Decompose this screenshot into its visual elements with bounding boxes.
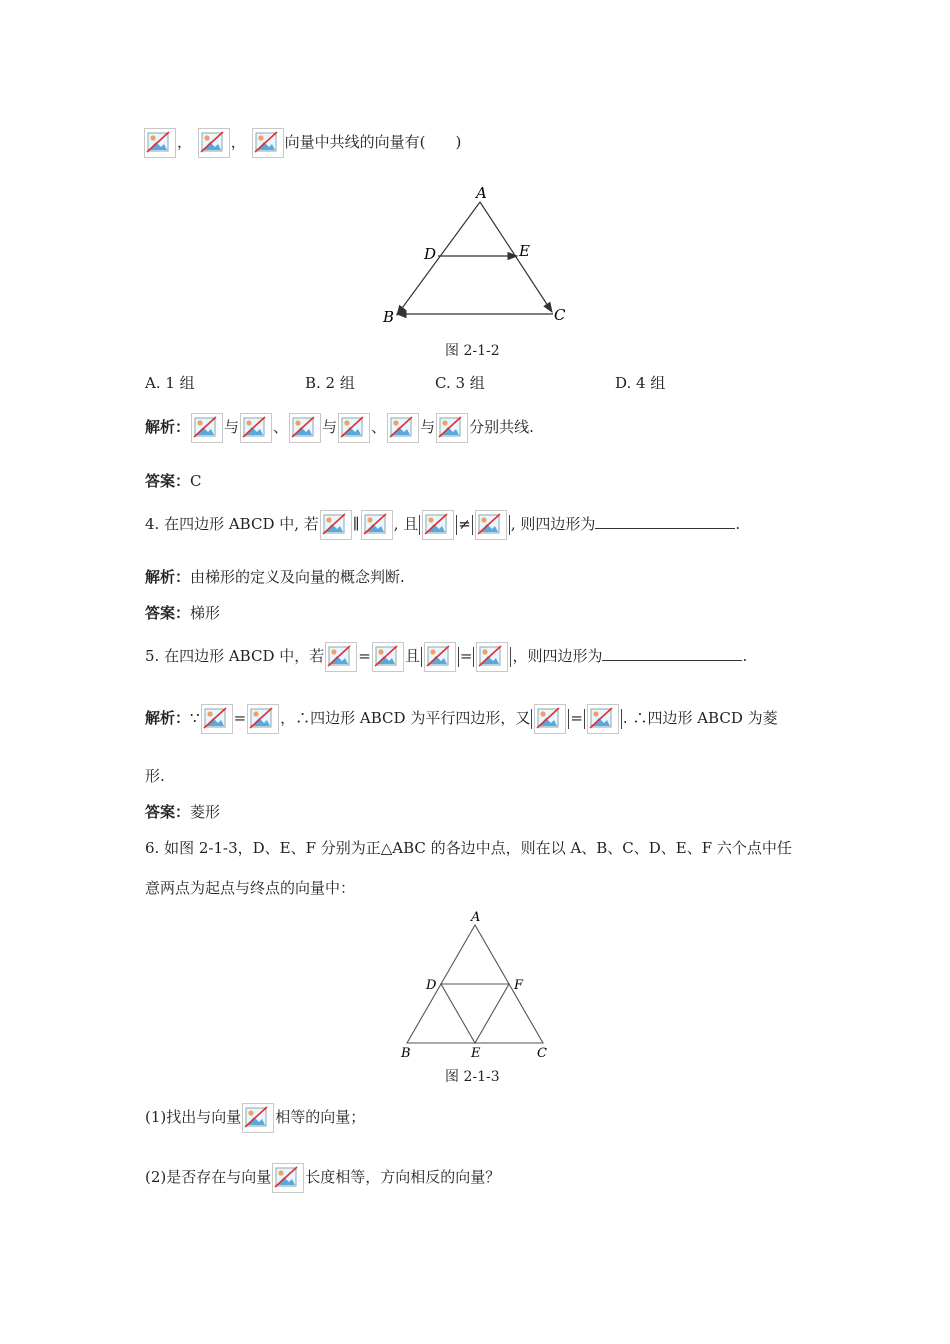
q3-stem-line xyxy=(143,128,461,158)
q5-analysis-cont: 形. xyxy=(145,767,165,785)
vector-image-icon xyxy=(191,413,223,443)
vector-image-icon xyxy=(247,704,279,734)
triangle-def xyxy=(441,984,509,1043)
figure-caption: 图 2-1-2 xyxy=(445,343,500,359)
point-label-b: B xyxy=(383,308,395,326)
q3-sep: ， xyxy=(230,133,246,151)
q3-stem-text: 向量中共线的向量有( ) xyxy=(284,133,462,151)
point-label-b: B xyxy=(401,1046,411,1061)
option-c: C. 3 组 xyxy=(435,374,485,392)
q5-end: . xyxy=(742,647,748,665)
q5-answer xyxy=(145,802,220,822)
q3-answer xyxy=(145,471,202,491)
vector-image-icon xyxy=(242,1103,274,1133)
abs-bar xyxy=(584,709,585,729)
eq-symbol: = xyxy=(459,647,473,665)
vector-ab xyxy=(397,202,480,315)
q4-and: , 且 xyxy=(393,515,419,533)
abs-bar xyxy=(531,709,532,729)
q6-part2 xyxy=(145,1163,500,1193)
analysis-label: 解析： xyxy=(145,568,191,586)
option-d: D. 4 组 xyxy=(615,374,666,392)
q3-analysis xyxy=(145,413,534,443)
eq-symbol: = xyxy=(233,709,247,727)
part2-prefix: (2)是否存在与向量 xyxy=(145,1168,272,1186)
vector-image-icon xyxy=(325,642,357,672)
vector-image-icon xyxy=(338,413,370,443)
point-label-e: E xyxy=(519,242,530,260)
vector-image-icon xyxy=(361,510,393,540)
analysis-label: 解析： xyxy=(145,709,191,727)
vector-image-icon xyxy=(436,413,468,443)
q5-prefix: 5. 在四边形 ABCD 中，若 xyxy=(145,647,325,665)
vector-image-icon xyxy=(424,642,456,672)
q4-end: . xyxy=(735,515,741,533)
figure-caption: 图 2-1-3 xyxy=(445,1069,500,1085)
answer-blank xyxy=(595,514,735,529)
vector-image-icon xyxy=(587,704,619,734)
abs-bar xyxy=(419,515,420,535)
vector-ac xyxy=(480,202,552,312)
q6-line1: 6. 如图 2-1-3，D、E、F 分别为正△ABC 的各边中点，则在以 A、B、C、D、E、F 六个点中任 xyxy=(145,839,792,857)
vector-image-icon xyxy=(476,642,508,672)
vector-image-icon xyxy=(198,128,230,158)
point-label-c: C xyxy=(554,306,566,324)
with-text: 与 xyxy=(322,418,338,436)
figure-2-1-3 xyxy=(395,905,555,1065)
vector-image-icon xyxy=(534,704,566,734)
vector-image-icon xyxy=(252,128,284,158)
q5-question xyxy=(145,642,747,672)
point-label-a: A xyxy=(476,184,487,202)
part1-suffix: 相等的向量； xyxy=(275,1108,366,1126)
answer-value: 菱形 xyxy=(190,803,221,821)
part1-prefix: (1)找出与向量 xyxy=(145,1108,242,1126)
vector-image-icon xyxy=(387,413,419,443)
vector-image-icon xyxy=(240,413,272,443)
point-label-d: D xyxy=(424,245,437,263)
q4-prefix: 4. 在四边形 ABCD 中, 若 xyxy=(145,515,319,533)
point-label-c: C xyxy=(537,1046,547,1061)
option-a: A. 1 组 xyxy=(145,374,195,392)
with-text: 与 xyxy=(224,418,240,436)
q4-question xyxy=(145,510,740,540)
answer-label: 答案： xyxy=(145,803,191,821)
vector-image-icon xyxy=(422,510,454,540)
part2-suffix: 长度相等，方向相反的向量？ xyxy=(305,1168,501,1186)
analysis-label: 解析： xyxy=(145,418,191,436)
q5-and: 且 xyxy=(404,647,420,665)
option-b: B. 2 组 xyxy=(305,374,355,392)
parallel-symbol: ∥ xyxy=(352,515,360,533)
q5-analysis xyxy=(145,704,778,734)
q4-analysis xyxy=(145,567,405,587)
answer-value: 梯形 xyxy=(190,604,221,622)
answer-blank xyxy=(602,646,742,661)
abs-bar xyxy=(472,515,473,535)
vector-image-icon xyxy=(144,128,176,158)
dun-text: 、 xyxy=(371,418,387,436)
vector-image-icon xyxy=(289,413,321,443)
abs-bar xyxy=(621,709,622,729)
q5-suffix: ，则四边形为 xyxy=(512,647,603,665)
eq-symbol: = xyxy=(570,709,583,727)
point-label-a: A xyxy=(471,910,481,925)
neq-symbol: ≠ xyxy=(458,515,471,533)
q4-suffix: , 则四边形为 xyxy=(510,515,596,533)
dun-text: 、 xyxy=(273,418,289,436)
because-symbol: ∵ xyxy=(190,709,200,727)
vector-image-icon xyxy=(475,510,507,540)
abs-bar xyxy=(421,647,422,667)
eq-symbol: = xyxy=(358,647,371,665)
answer-label: 答案： xyxy=(145,604,191,622)
answer-value: C xyxy=(190,472,202,490)
answer-label: 答案： xyxy=(145,472,191,490)
point-label-e: E xyxy=(471,1046,481,1061)
analysis-tail: 分别共线. xyxy=(469,418,534,436)
q3-sep: ， xyxy=(177,133,193,151)
q6-line2: 意两点为起点与终点的向量中： xyxy=(145,879,356,897)
vector-image-icon xyxy=(272,1163,304,1193)
vector-image-icon xyxy=(320,510,352,540)
q4-answer xyxy=(145,603,220,623)
analysis-text1: ，∴四边形 ABCD 为平行四边形，又 xyxy=(280,709,531,727)
analysis-text2: . ∴四边形 ABCD 为菱 xyxy=(622,709,778,727)
abs-bar xyxy=(473,647,474,667)
point-label-f: F xyxy=(514,978,524,993)
q6-part1 xyxy=(145,1103,365,1133)
abs-bar xyxy=(458,647,459,667)
abs-bar xyxy=(509,515,510,535)
vector-image-icon xyxy=(201,704,233,734)
vector-image-icon xyxy=(372,642,404,672)
point-label-d: D xyxy=(426,978,437,993)
figure-2-1-2 xyxy=(370,180,580,330)
analysis-text: 由梯形的定义及向量的概念判断. xyxy=(190,568,405,586)
with-text: 与 xyxy=(420,418,436,436)
